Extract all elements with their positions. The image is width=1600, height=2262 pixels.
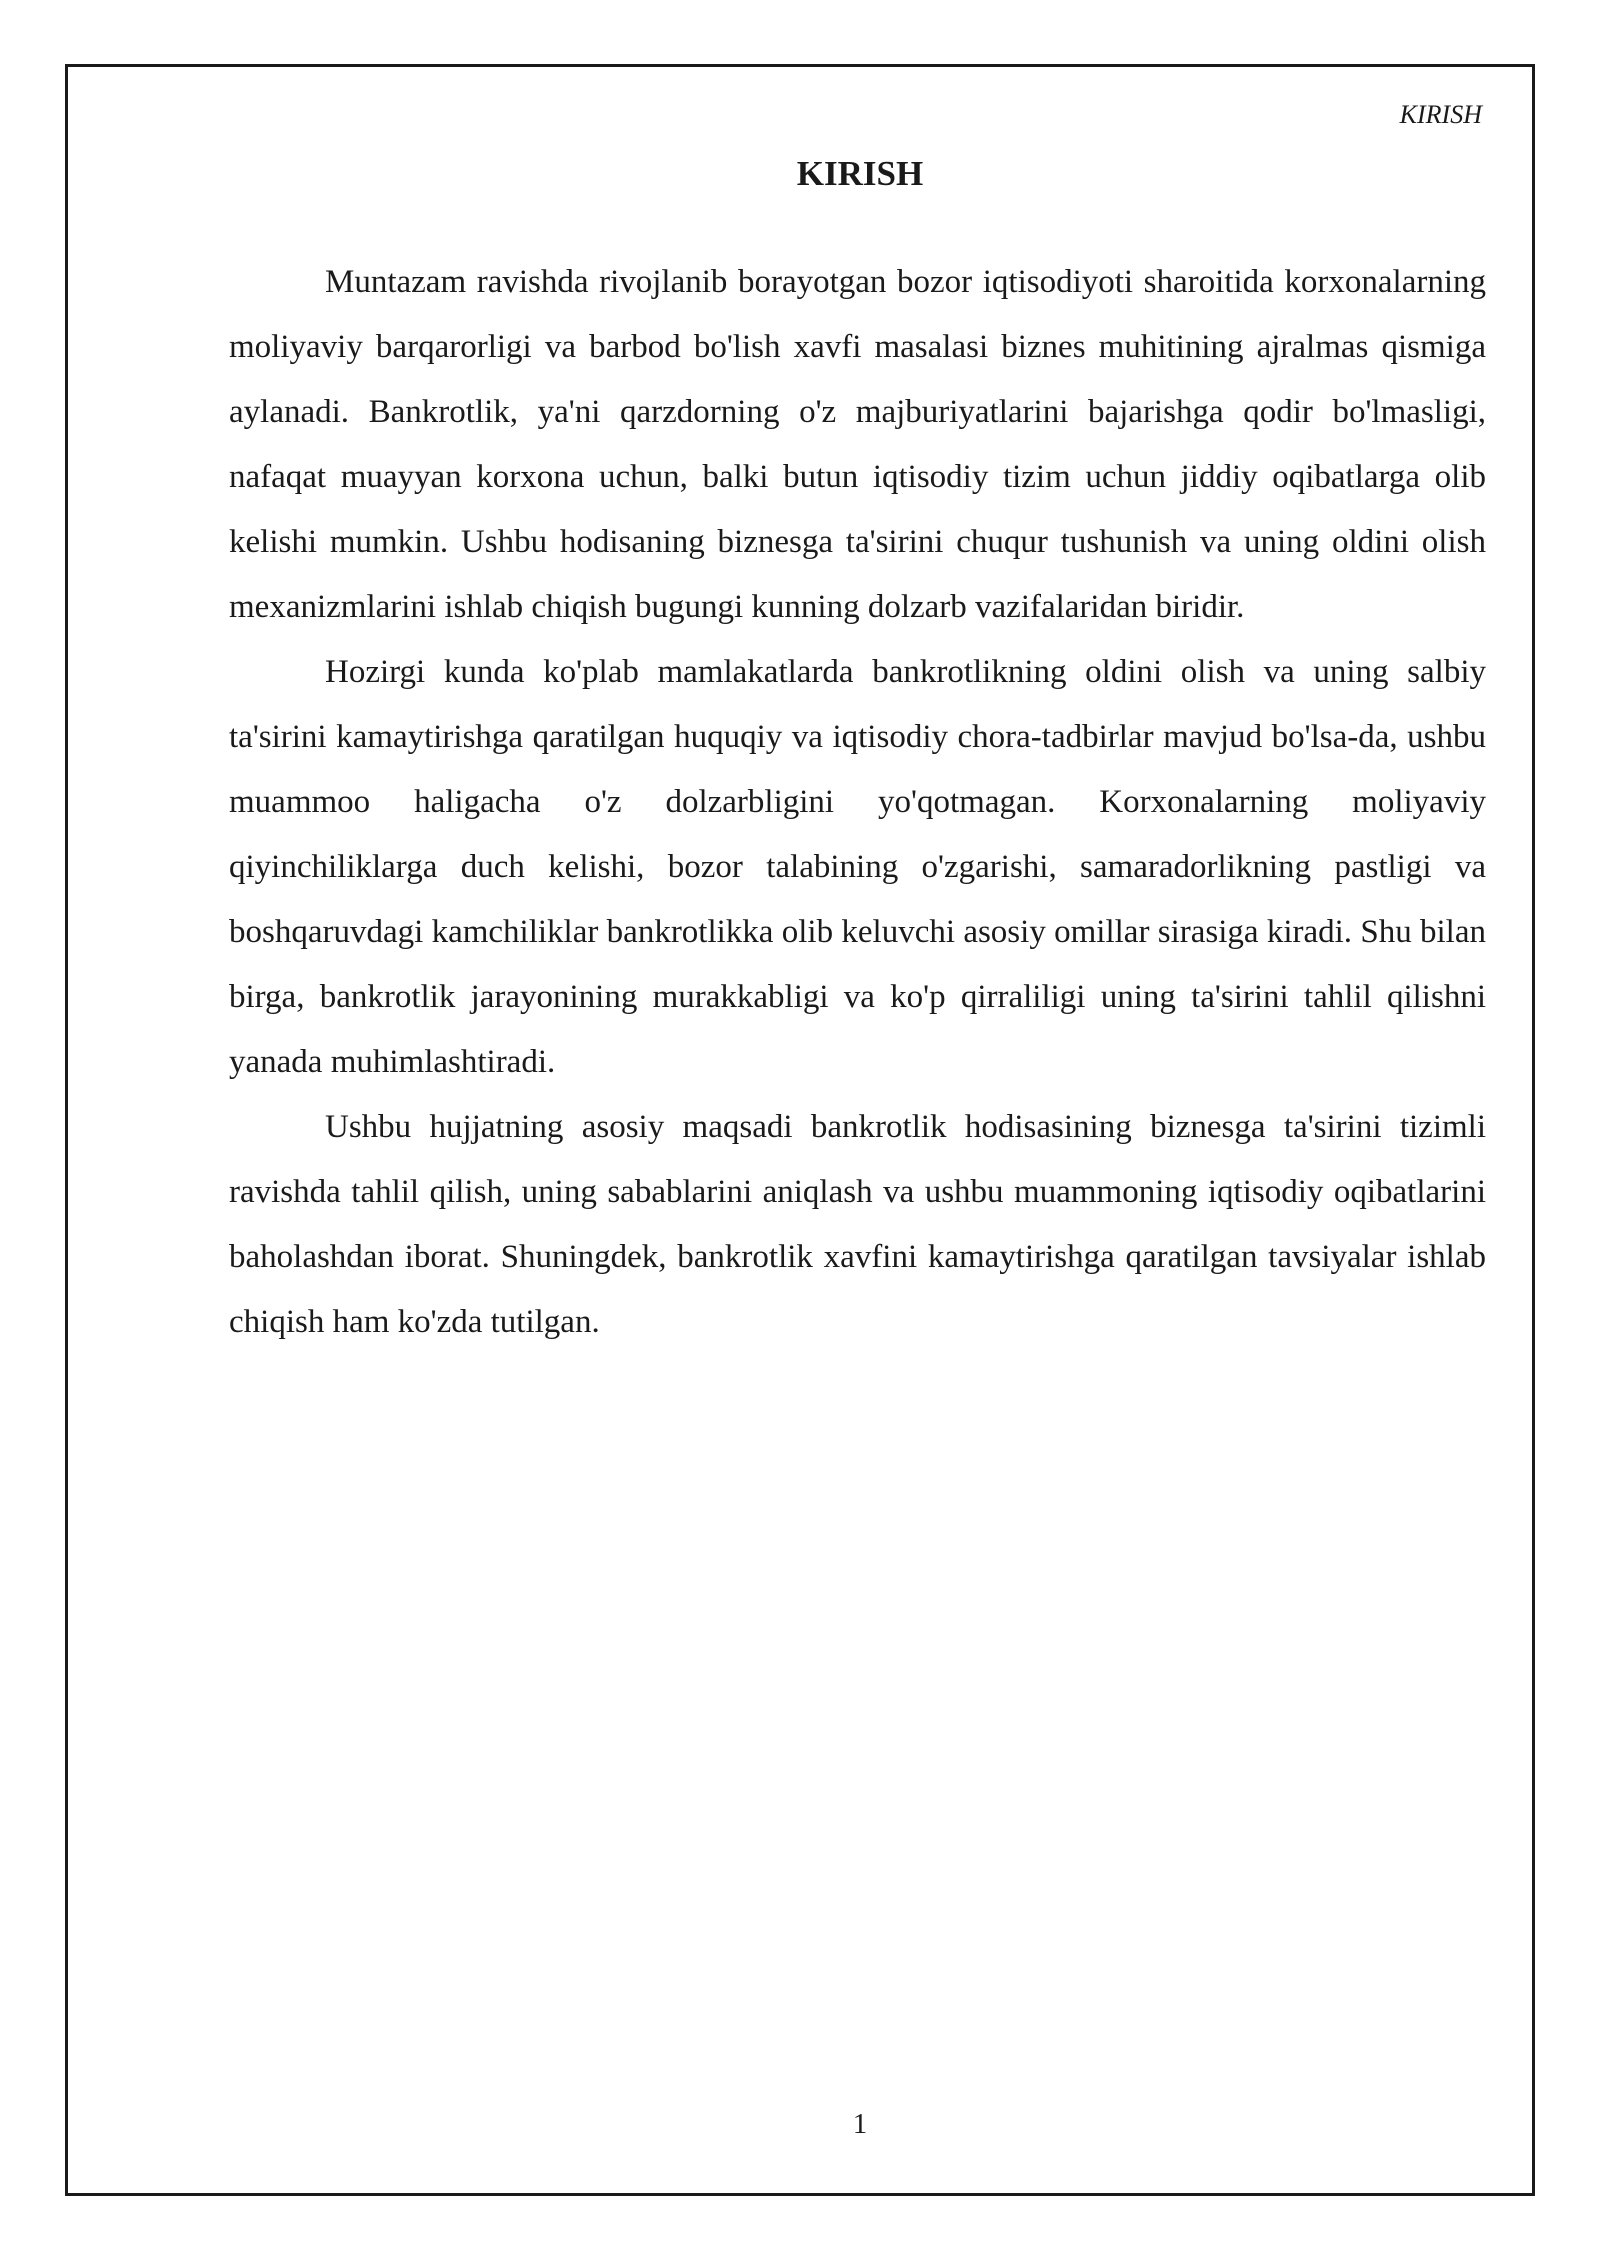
- paragraph-2: Hozirgi kunda ko'plab mamlakatlarda bankrotlikning oldini olish va uning salbiy ta'sirini kamaytirishga qaratilgan huquqiy va iqtisodiy chora-tadbirlar mavjud bo'lsa-da, ushbu muammoo haligacha o'z dolzarbligini yo'qotmagan. Korxonalarning moliyaviy qiyinchiliklarga duch kelishi, bozor talabining o'zgarishi, samaradorlikning pastligi va boshqaruvdagi kamchiliklar bankrotlikka olib keluvchi asosiy omillar sirasiga kiradi. Shu bilan birga, bankrotlik jarayonining murakkabligi va ko'p qirraliligi uning ta'sirini tahlil qilishni yanada muhimlashtiradi.: [229, 654, 1486, 1080]
- paragraph-1: Muntazam ravishda rivojlanib borayotgan bozor iqtisodiyoti sharoitida korxonalarning moliyaviy barqarorligi va barbod bo'lish xavfi masalasi biznes muhitining ajralmas qismiga aylanadi. Bankrotlik, ya'ni qarzdorning o'z majburiyatlarini bajarishga qodir bo'lmasligi, nafaqat muayyan korxona uchun, balki butun iqtisodiy tizim uchun jiddiy oqibatlarga olib kelishi mumkin. Ushbu hodisaning biznesga ta'sirini chuqur tushunish va uning oldini olish mexanizmlarini ishlab chiqish bugungi kunning dolzarb vazifalaridan biridir.: [229, 264, 1486, 625]
- section-title: KIRISH: [796, 154, 924, 193]
- page-number: 1: [852, 2108, 868, 2140]
- paragraph-3: Ushbu hujjatning asosiy maqsadi bankrotlik hodisasining biznesga ta'sirini tizimli ravishda tahlil qilish, uning sabablarini aniqlash va ushbu muammoning iqtisodiy oqibatlarini baholashdan iborat. Shuningdek, bankrotlik xavfini kamaytirishga qaratilgan tavsiyalar ishlab chiqish ham ko'zda tutilgan.: [229, 1109, 1486, 1340]
- document-body: [229, 250, 1486, 1355]
- running-header: KIRISH: [1399, 100, 1482, 129]
